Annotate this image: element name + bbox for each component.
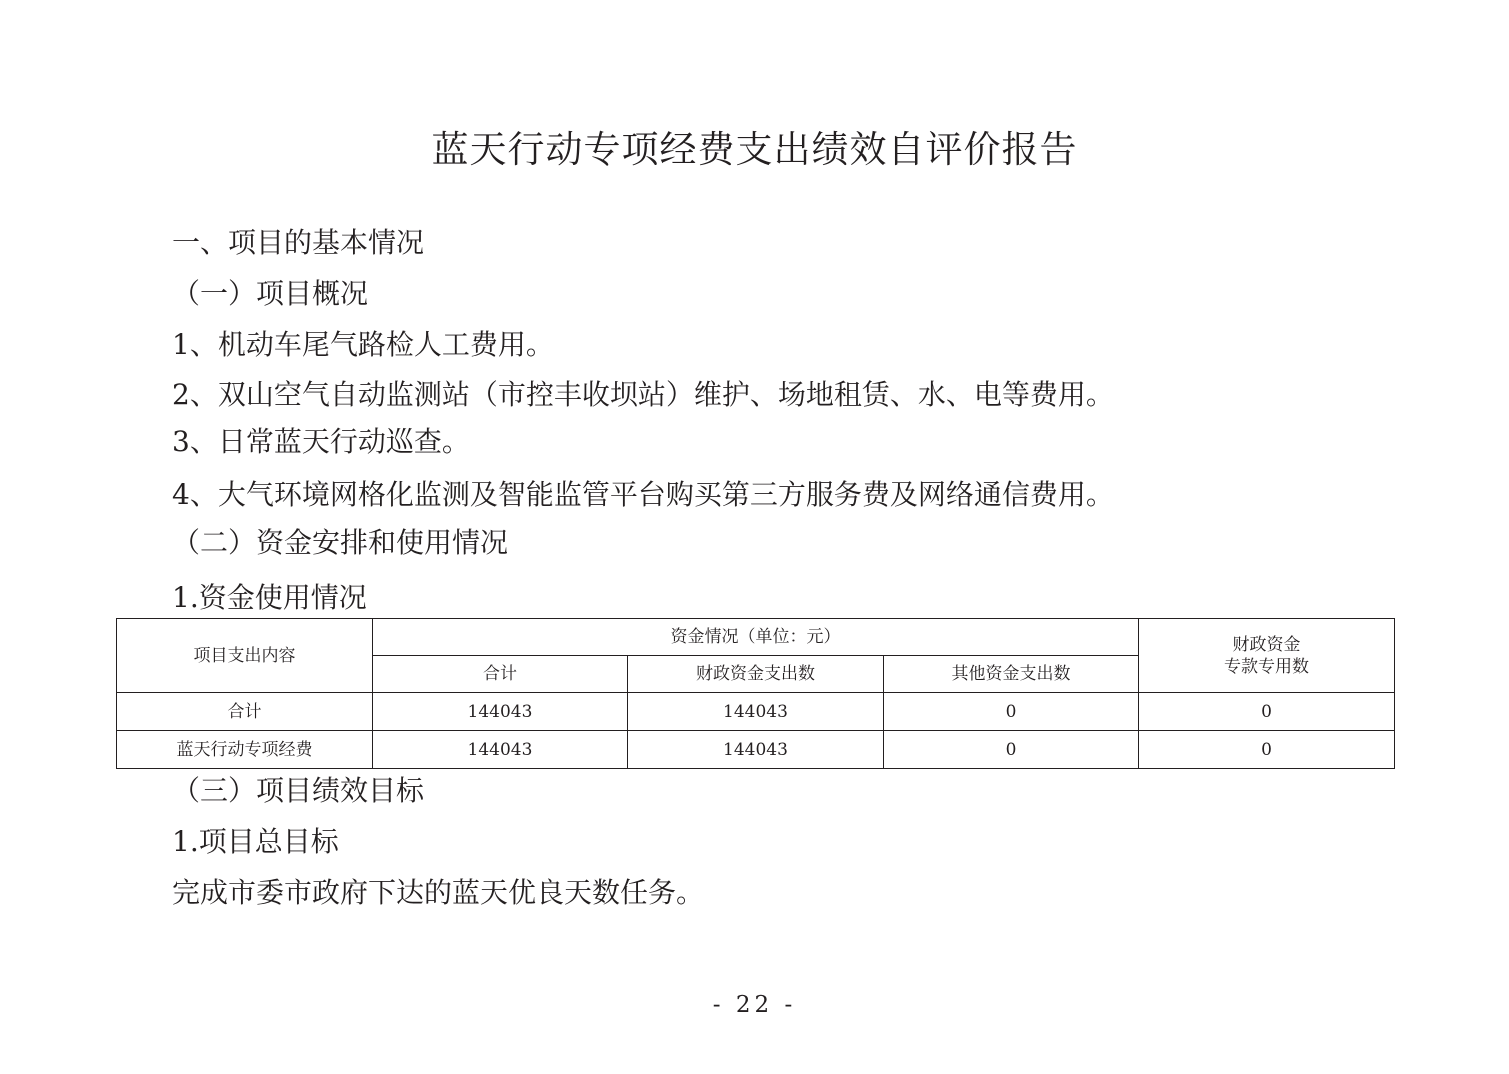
page-number: - 22 - (712, 992, 797, 1018)
row-fiscal: 144043 (628, 693, 884, 731)
funds-table (116, 618, 1395, 769)
list-item: 3、日常蓝天行动巡查。 (172, 425, 470, 458)
header-item-content: 项目支出内容 (117, 619, 373, 693)
subsection-heading-overview: （一）项目概况 (172, 277, 369, 310)
list-item: 1、机动车尾气路检人工费用。 (172, 328, 554, 361)
table-row (117, 731, 1395, 769)
subsection-heading-funding: （二）资金安排和使用情况 (172, 526, 509, 559)
header-special-line1: 财政资金 (1232, 634, 1301, 655)
header-other-spent: 其他资金支出数 (884, 656, 1139, 693)
row-special: 0 (1139, 731, 1395, 769)
header-total: 合计 (373, 656, 628, 693)
row-fiscal: 144043 (628, 731, 884, 769)
row-total: 144043 (373, 693, 628, 731)
list-item: 2、双山空气自动监测站（市控丰收坝站）维护、场地租赁、水、电等费用。 (172, 378, 1114, 411)
header-special-funds (1139, 619, 1395, 693)
header-special-line2: 专款专用数 (1224, 656, 1309, 677)
goal-text: 完成市委市政府下达的蓝天优良天数任务。 (172, 876, 705, 909)
header-funds-group: 资金情况（单位：元） (373, 619, 1139, 656)
row-other: 0 (884, 731, 1139, 769)
table-row (117, 693, 1395, 731)
section-heading-basic-info: 一、项目的基本情况 (172, 226, 425, 259)
subsection-heading-goals: （三）项目绩效目标 (172, 774, 425, 807)
row-label: 合计 (117, 693, 373, 731)
row-label: 蓝天行动专项经费 (117, 731, 373, 769)
row-special: 0 (1139, 693, 1395, 731)
funds-usage-heading: 1.资金使用情况 (172, 581, 367, 614)
goal-heading: 1.项目总目标 (172, 825, 339, 858)
document-title: 蓝天行动专项经费支出绩效自评价报告 (431, 128, 1078, 171)
row-total: 144043 (373, 731, 628, 769)
row-other: 0 (884, 693, 1139, 731)
header-fiscal-spent: 财政资金支出数 (628, 656, 884, 693)
list-item: 4、大气环境网格化监测及智能监管平台购买第三方服务费及网络通信费用。 (172, 478, 1114, 511)
